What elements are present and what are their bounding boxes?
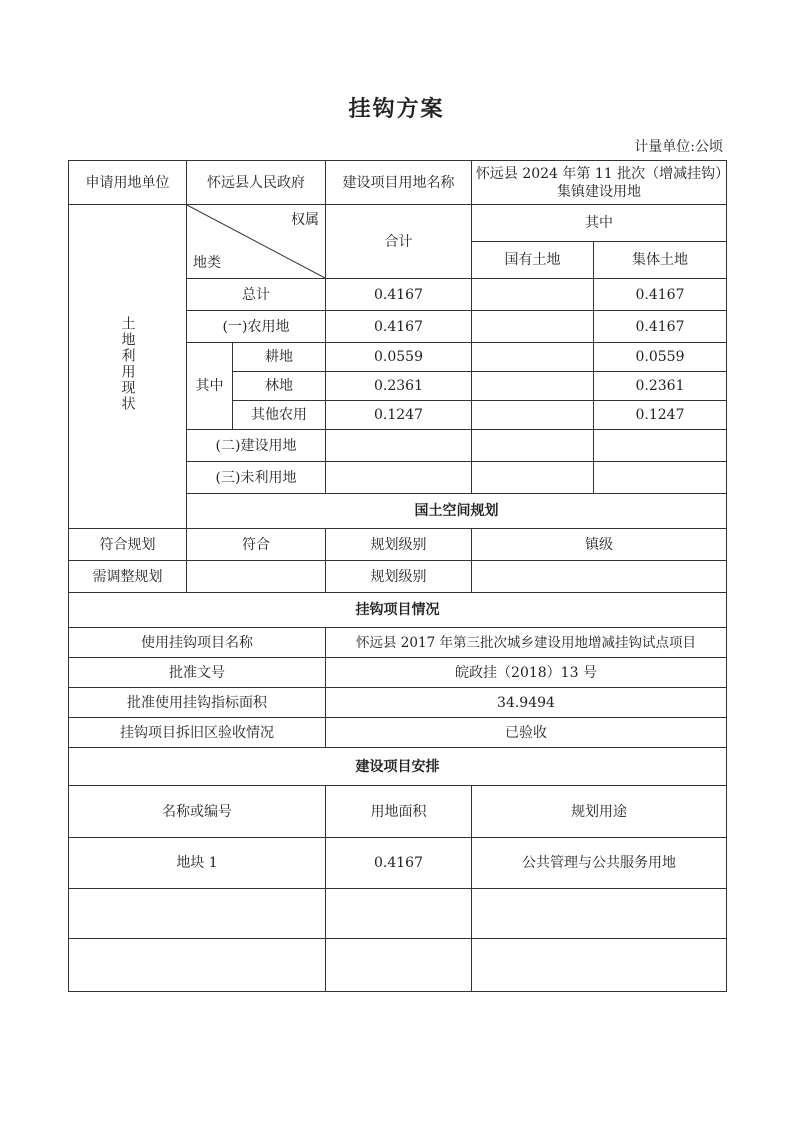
parcel-area: 0.4167 <box>326 838 472 889</box>
parcel-name <box>69 939 326 992</box>
area-row <box>69 688 727 718</box>
level-label: 规划级别 <box>326 529 472 561</box>
ownership-label: 权属 <box>291 212 319 228</box>
parcel-area <box>326 889 472 939</box>
approval-label: 批准文号 <box>69 658 326 688</box>
level-value: 镇级 <box>472 529 727 561</box>
row-total-state <box>472 279 594 311</box>
adjust-value <box>187 561 326 593</box>
parcel-use <box>472 889 727 939</box>
col-name-header: 名称或编号 <box>69 786 326 838</box>
row-unused-collective <box>594 462 727 494</box>
land-header-row-1 <box>69 205 727 242</box>
adjust-label: 需调整规划 <box>69 561 187 593</box>
arrangement-section-row <box>69 748 727 786</box>
row-farmland-collective: 0.0559 <box>594 343 727 372</box>
row-agri-label: (一)农用地 <box>187 311 326 343</box>
col-collective-header: 集体土地 <box>594 242 727 279</box>
planning-conform-row <box>69 529 727 561</box>
col-total-header: 合计 <box>326 205 472 279</box>
project-name-value: 怀远县 2024 年第 11 批次（增减挂钩）集镇建设用地 <box>472 161 727 205</box>
planning-section-title: 国土空间规划 <box>187 494 727 529</box>
linked-section-title: 挂钩项目情况 <box>69 593 727 628</box>
row-agri-state <box>472 311 594 343</box>
level-value-2 <box>472 561 727 593</box>
row-unused-state <box>472 462 594 494</box>
of-which-label: 其中 <box>187 343 233 430</box>
acceptance-value: 已验收 <box>326 718 727 748</box>
row-other-agri-sum: 0.1247 <box>326 401 472 430</box>
area-label: 批准使用挂钩指标面积 <box>69 688 326 718</box>
row-unused-sum <box>326 462 472 494</box>
area-value: 34.9494 <box>326 688 727 718</box>
acceptance-row <box>69 718 727 748</box>
applicant-value: 怀远县人民政府 <box>187 161 326 205</box>
col-use-header: 规划用途 <box>472 786 727 838</box>
linked-name-row <box>69 628 727 658</box>
diagonal-header-cell <box>187 205 326 279</box>
row-agri-collective: 0.4167 <box>594 311 727 343</box>
row-farmland-label: 耕地 <box>233 343 326 372</box>
level-label-2: 规划级别 <box>326 561 472 593</box>
approval-row <box>69 658 727 688</box>
arrangement-header-row <box>69 786 727 838</box>
row-total-label: 总计 <box>187 279 326 311</box>
row-total-collective: 0.4167 <box>594 279 727 311</box>
row-farmland-state <box>472 343 594 372</box>
row-construction-sum <box>326 430 472 462</box>
parcel-area <box>326 939 472 992</box>
plan-table <box>68 160 727 992</box>
conform-label: 符合规划 <box>69 529 187 561</box>
linked-name-label: 使用挂钩项目名称 <box>69 628 326 658</box>
row-total-sum: 0.4167 <box>326 279 472 311</box>
row-farmland-sum: 0.0559 <box>326 343 472 372</box>
planning-adjust-row <box>69 561 727 593</box>
row-forest-state <box>472 372 594 401</box>
row-forest-label: 林地 <box>233 372 326 401</box>
parcel-name: 地块 1 <box>69 838 326 889</box>
row-other-agri-state <box>472 401 594 430</box>
parcel-name <box>69 889 326 939</box>
row-other-agri-collective: 0.1247 <box>594 401 727 430</box>
row-forest-collective: 0.2361 <box>594 372 727 401</box>
parcel-use <box>472 939 727 992</box>
linked-section-row <box>69 593 727 628</box>
row-construction-collective <box>594 430 727 462</box>
applicant-label: 申请用地单位 <box>69 161 187 205</box>
plan-table-wrapper <box>68 160 726 992</box>
row-unused-label: (三)未利用地 <box>187 462 326 494</box>
unit-label: 计量单位:公顷 <box>634 139 723 155</box>
col-of-which-header: 其中 <box>472 205 727 242</box>
land-type-label: 地类 <box>193 255 221 271</box>
row-forest-sum: 0.2361 <box>326 372 472 401</box>
page-title: 挂钩方案 <box>348 97 445 122</box>
table-row <box>69 939 727 992</box>
header-row <box>69 161 727 205</box>
table-row <box>69 838 727 889</box>
linked-name-value: 怀远县 2017 年第三批次城乡建设用地增减挂钩试点项目 <box>326 628 727 658</box>
row-agri-sum: 0.4167 <box>326 311 472 343</box>
row-construction-state <box>472 430 594 462</box>
row-construction-label: (二)建设用地 <box>187 430 326 462</box>
conform-value: 符合 <box>187 529 326 561</box>
col-state-header: 国有土地 <box>472 242 594 279</box>
row-other-agri-label: 其他农用 <box>233 401 326 430</box>
approval-value: 皖政挂（2018）13 号 <box>326 658 727 688</box>
col-area-header: 用地面积 <box>326 786 472 838</box>
acceptance-label: 挂钩项目拆旧区验收情况 <box>69 718 326 748</box>
project-name-label: 建设项目用地名称 <box>326 161 472 205</box>
land-status-label: 土地利用现状 <box>69 205 187 529</box>
arrangement-section-title: 建设项目安排 <box>69 748 727 786</box>
table-row <box>69 889 727 939</box>
parcel-use: 公共管理与公共服务用地 <box>472 838 727 889</box>
